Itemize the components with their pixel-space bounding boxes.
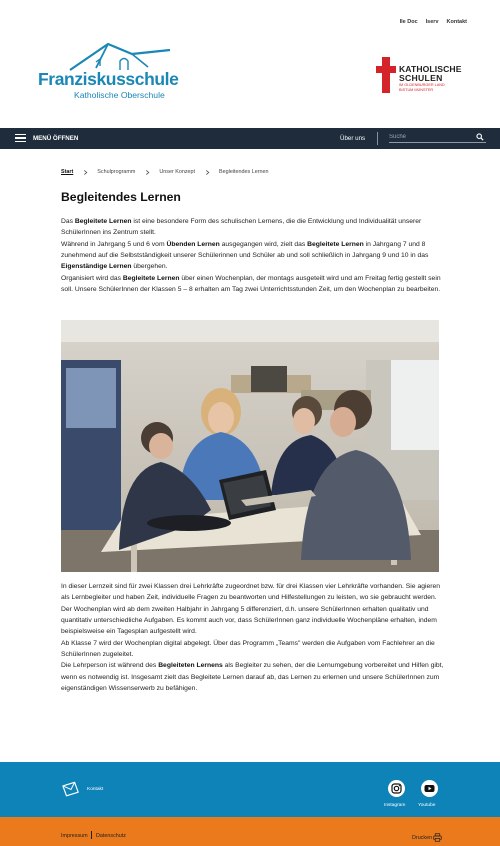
chevron-right-icon xyxy=(145,170,150,175)
search-icon[interactable] xyxy=(476,133,484,141)
school-name: Franziskusschule xyxy=(38,69,179,89)
school-subtitle: Katholische Oberschule xyxy=(74,90,165,100)
top-link-iledoc[interactable]: Ile Doc xyxy=(399,19,418,25)
breadcrumb xyxy=(61,169,268,175)
breadcrumb-start[interactable]: Start xyxy=(61,169,74,175)
datenschutz-link[interactable]: Datenschutz xyxy=(96,833,126,839)
school-logo[interactable] xyxy=(36,40,179,102)
body-paragraph-2: Der Wochenplan wird ab dem zweiten Halbjahr in Jahrgang 5 differenziert, d.h. unsere SchülerInnen erhalten qualitativ und quantitativ unterschiedliche Aufgaben. Es kommt auch vor, dass SchülerInnen ganz individuelle Wochenpläne erhalten, indem beispielsweise ein Tagesplan aufgestellt wird. xyxy=(61,605,437,636)
hamburger-menu-icon[interactable] xyxy=(15,134,26,142)
main-navbar xyxy=(0,128,500,149)
classroom-photo-illustration xyxy=(61,320,439,572)
instagram-label[interactable]: Instagram xyxy=(384,803,406,808)
printer-icon[interactable] xyxy=(433,833,442,842)
intro-paragraph-1: Das Begleitete Lernen ist eine besondere Form des schulischen Lernens, die die Entwicklung und Individualität unserer SchülerInnen ins Zentrum stellt. xyxy=(61,218,422,237)
bottom-divider xyxy=(91,831,92,839)
youtube-glyph xyxy=(421,780,438,797)
partner-line-3: IM OLDENBURGER LAND xyxy=(399,83,445,87)
partner-line-1: KATHOLISCHE xyxy=(399,64,462,74)
bottom-bar xyxy=(0,817,500,846)
search-input[interactable] xyxy=(389,132,486,143)
instagram-icon[interactable] xyxy=(388,780,405,797)
top-link-kontakt[interactable]: Kontakt xyxy=(446,19,467,25)
breadcrumb-current: Begleitendes Lernen xyxy=(219,169,269,175)
intro-paragraph-2: Während in Jahrgang 5 und 6 vom Übenden Lernen ausgegangen wird, zielt das Begleitete Lernen in Jahrgang 7 und 8 zunehmend auf die Selbstständigkeit unserer Schülerinnen und Schüler ab und soll schließlich in Jahrgang 9 und 10 in das Eigenständige Lernen übergehen. xyxy=(61,240,429,271)
nav-divider xyxy=(377,132,378,145)
intro-text xyxy=(61,216,444,295)
katholische-schulen-logo[interactable] xyxy=(376,57,468,95)
page-title: Begleitendes Lernen xyxy=(61,190,181,204)
body-text xyxy=(61,581,444,694)
classroom-photo xyxy=(61,320,439,572)
nav-about-link[interactable]: Über uns xyxy=(340,135,366,142)
chevron-right-icon xyxy=(83,170,88,175)
body-paragraph-4: Die Lehrperson ist während des Begleiteten Lernens als Begleiter zu sehen, der die Lernumgebung vorbereitet und Hilfen gibt, wenn es notwendig ist. Insgesamt zielt das Begleitete Lernen darauf ab, das Lernen zu erlernen und unsere SchülerInnen zum eigenständigen Wissenserwerb zu befähigen. xyxy=(61,662,444,693)
youtube-icon[interactable] xyxy=(421,780,438,797)
body-paragraph-1: In dieser Lernzeit sind für zwei Klassen drei Lehrkräfte zugeordnet bzw. für drei Klassen vier Lehrkräfte vorhanden. Sie agieren als Lernbegleiter und haben Zeit, individuelle Fragen zu beantworten und Hilfestellungen zu leisten, wo sie gebraucht werden. xyxy=(61,583,440,602)
partner-line-2: SCHULEN xyxy=(399,73,443,83)
footer-contact-link[interactable]: Kontakt xyxy=(87,787,104,792)
top-links xyxy=(400,19,467,25)
intro-paragraph-3: Organisiert wird das Begleitete Lernen über einen Wochenplan, der montags ausgeteilt wird und am Freitag fertig gestellt sein soll. Unsere SchülerInnen der Klassen 5 – 8 erhalten am Tag zwei Unterrichtsstunden Zeit, um den Wochenplan zu bearbeiten. xyxy=(61,274,441,294)
breadcrumb-konzept[interactable]: Unser Konzept xyxy=(159,169,196,175)
cross-icon xyxy=(376,57,396,93)
youtube-label[interactable]: Youtube xyxy=(418,803,436,808)
partner-line-4: BISTUM MÜNSTER xyxy=(399,88,434,92)
mail-icon[interactable] xyxy=(62,781,80,798)
print-button[interactable]: Drucken xyxy=(412,835,433,841)
chevron-right-icon xyxy=(205,170,210,175)
menu-open-button[interactable]: MENÜ ÖFFNEN xyxy=(33,135,79,142)
top-link-iserv[interactable]: Iserv xyxy=(425,19,439,25)
instagram-glyph xyxy=(388,780,405,797)
footer xyxy=(0,762,500,817)
breadcrumb-schulprogramm[interactable]: Schulprogramm xyxy=(97,169,136,175)
body-paragraph-3: Ab Klasse 7 wird der Wochenplan digital abgelegt. Über das Programm „Teams" werden die Aufgaben vom Fachlehrer an die SchülerInnen zugeleitet. xyxy=(61,639,435,659)
impressum-link[interactable]: Impressum xyxy=(61,833,88,839)
